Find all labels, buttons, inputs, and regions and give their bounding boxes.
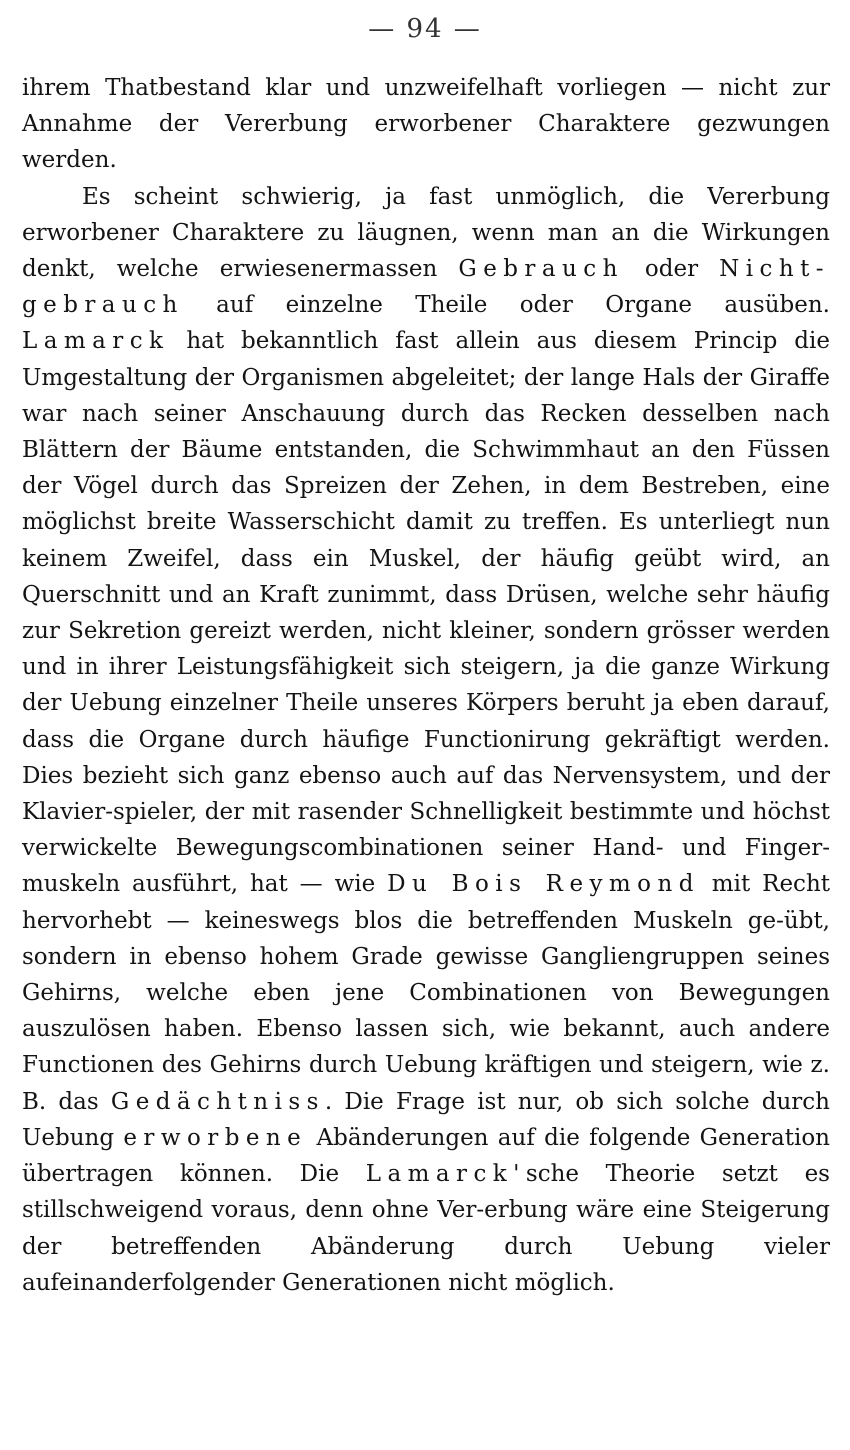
text-run: hat bekanntlich fast allein aus diesem Princip die Umgestaltung der Organismen abgeleitet; der lange Hals der Giraffe war nach seiner Anschauung durch das Recken desselben nach Blättern der Bäume entstanden, die Schwimmhaut an den Füssen der Vögel durch das Spreizen der Zehen, in dem Bestreben, eine möglichst breite Wasserschicht damit zu treffen. Es unterliegt nun keinem Zweifel, dass ein Muskel, der häufig geübt wird, an Querschnitt und an Kraft zunimmt, dass Drüsen, welche sehr häufig zur Sekretion gereizt werden, nicht kleiner, sondern grösser werden und in ihrer Leistungsfähigkeit sich steigern, ja die ganze Wirkung der Uebung einzelner Theile unseres Körpers beruht ja eben darauf, dass die Organe durch häufige Functionirung gekräftigt werden. Dies bezieht sich ganz ebenso auch auf das Nervensystem, und der Klavier-spieler, der mit rasender Schnelligkeit bestimmte und höchst verwickelte Bewegungscombinationen seiner Hand- und Finger-muskeln ausführt, hat — wie [22,328,830,898]
page-number: — 94 — [368,14,482,44]
emphasized-term: Du Bois Reymond [387,871,700,898]
emphasized-term: Gedächtniss [110,1088,325,1115]
emphasized-term: Lamarck' [365,1161,526,1188]
text-run: mit Recht hervorhebt — keineswegs blos die betreffenden Muskeln ge-übt, sondern in ebenso hohem Grade gewisse Gangliengruppen seines Gehirns, welche eben jene Combinationen von Bewegungen auszulösen haben. Ebenso lassen sich, wie bekannt, auch andere Functionen des Gehirns durch Uebung kräftigen und steigern, wie z. B. das [22,871,830,1115]
text-run: oder [623,256,720,283]
text-run: auf einzelne Theile oder Organe ausüben. [183,292,830,319]
text-run: Abänderungen auf die folgende Generation übertragen können. Die [22,1124,830,1188]
emphasized-term: Nicht-gebrauch [22,256,830,319]
text-run: sche Theorie setzt es stillschweigend voraus, denn ohne Ver-erbung wäre eine Steigerung der betreffenden Abänderung durch Uebung vieler aufeinanderfolgender Generationen nicht möglich. [22,1161,830,1296]
emphasized-term: Gebrauch [458,256,624,283]
paragraph-p1 [22,70,830,179]
text-run: . Die Frage ist nur, ob sich solche durch Uebung [22,1088,830,1151]
emphasized-term: Lamarck [22,328,170,355]
text-run: ihrem Thatbestand klar und unzweifelhaft vorliegen — nicht zur Annahme der Vererbung erworbener Charaktere gezwungen werden. [22,75,830,174]
emphasized-term: erworbene [123,1124,308,1151]
body-text [22,70,830,1301]
paragraph-p2 [22,179,830,1301]
text-run: Es scheint schwierig, ja fast unmöglich, die Vererbung erworbener Charaktere zu läugnen, wenn man an die Wirkungen denkt, welche erwiesenermassen [22,183,830,283]
